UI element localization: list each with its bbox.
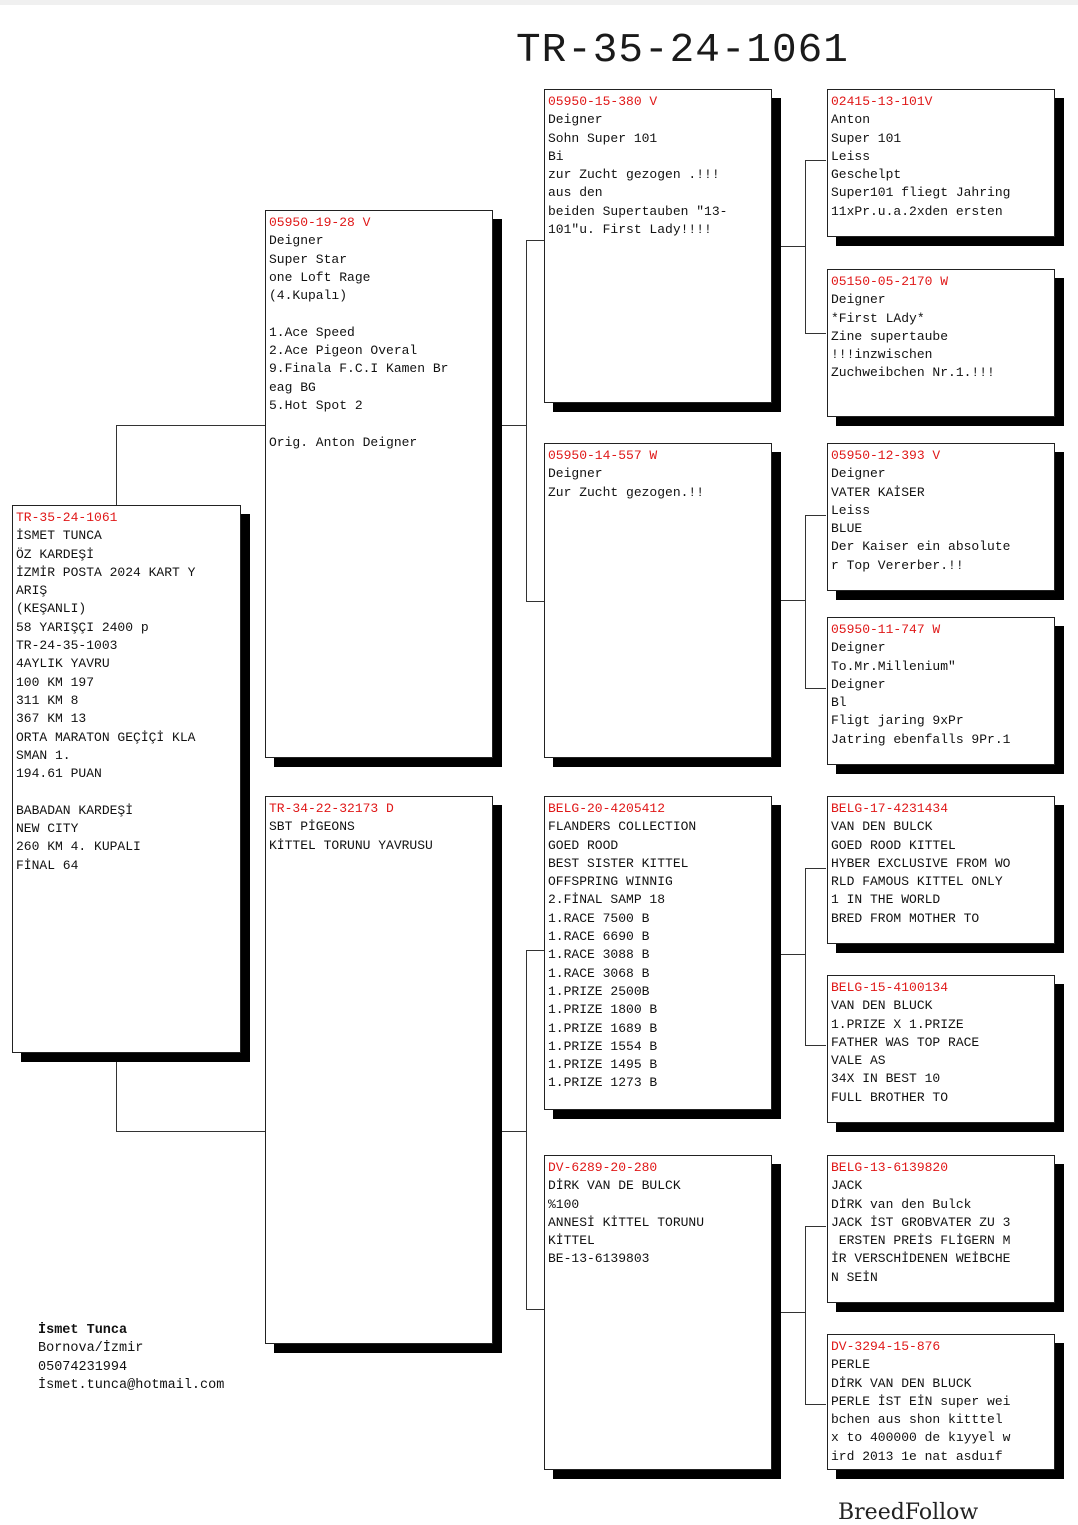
card-line: Leiss xyxy=(831,502,871,518)
card-line: Super Star xyxy=(269,251,348,267)
ring-number: 05950-15-380 V xyxy=(548,94,658,109)
card-line: Geschelpt xyxy=(831,167,902,183)
pigeon-card-sire-sire xyxy=(544,89,772,403)
card-line xyxy=(269,415,489,433)
card-line: %100 xyxy=(548,1196,580,1212)
card-line: Zine supertaube xyxy=(831,328,949,344)
card-line: Jatring ebenfalls 9Pr.1 xyxy=(831,731,1011,747)
card-line: Leiss xyxy=(831,148,871,164)
card-line: VALE AS xyxy=(831,1053,886,1069)
pigeon-card-sdd xyxy=(827,617,1055,765)
card-line: OFFSPRING WINNIG xyxy=(548,874,673,890)
card-line: BLUE xyxy=(831,521,863,537)
connector xyxy=(779,1312,806,1313)
card-line: 1.RACE 7500 B xyxy=(548,910,650,926)
card-line: ird 2013 1e nat asduıf xyxy=(831,1448,1003,1464)
card-line: GOED ROOD KITTEL xyxy=(831,837,956,853)
pigeon-card-sire xyxy=(265,210,493,758)
connector xyxy=(526,1309,544,1310)
connector xyxy=(805,1226,806,1405)
card-line: x to 400000 de kıyyel w xyxy=(831,1430,1011,1446)
connector xyxy=(805,1045,826,1046)
card-line: ÖZ KARDEŞİ xyxy=(16,546,95,562)
card-line: 1.Ace Speed xyxy=(269,324,355,340)
card-line: İR VERSCHİDENEN WEİBCHE xyxy=(831,1251,1011,1267)
card-line: Zuchweibchen Nr.1.!!! xyxy=(831,365,995,381)
card-line: 1.PRIZE 1495 B xyxy=(548,1057,658,1073)
card-line: aus den xyxy=(548,185,603,201)
card-line: *First LAdy* xyxy=(831,310,925,326)
card-line: beiden Supertauben "13- xyxy=(548,203,728,219)
card-line: SBT PİGEONS xyxy=(269,819,355,835)
card-line: JACK İST GROBVATER ZU 3 xyxy=(831,1214,1011,1230)
ring-number: 05950-14-557 W xyxy=(548,448,658,463)
card-line: Deigner xyxy=(831,466,886,482)
pigeon-card-dam-dam xyxy=(544,1155,772,1470)
connector xyxy=(116,425,117,505)
ring-number: 05950-12-393 V xyxy=(831,448,941,463)
card-line: 58 YARIŞÇI 2400 p xyxy=(16,619,149,635)
connector xyxy=(526,240,527,602)
ring-number: BELG-15-4100134 xyxy=(831,980,949,995)
connector xyxy=(500,1131,527,1132)
card-line: NEW CITY xyxy=(16,821,79,837)
card-line: JACK xyxy=(831,1178,863,1194)
card-line: KİTTEL xyxy=(548,1233,595,1249)
pigeon-card-sss xyxy=(827,89,1055,237)
pigeon-card-sds xyxy=(827,443,1055,591)
ring-number: 05150-05-2170 W xyxy=(831,274,949,289)
pigeon-card-dss xyxy=(827,796,1055,944)
card-line: HYBER EXCLUSIVE FROM WO xyxy=(831,855,1011,871)
card-line: N SEİN xyxy=(831,1269,878,1285)
connector xyxy=(116,425,266,426)
card-line: 367 KM 13 xyxy=(16,711,87,727)
card-line: To.Mr.Millenium" xyxy=(831,658,956,674)
card-line: Zur Zucht gezogen.!! xyxy=(548,484,705,500)
card-line: 1.PRIZE 1689 B xyxy=(548,1020,658,1036)
pigeon-card-ssd xyxy=(827,269,1055,417)
card-line: TR-24-35-1003 xyxy=(16,638,118,654)
pigeon-card-dds xyxy=(827,1155,1055,1303)
card-line: (KEŞANLI) xyxy=(16,601,87,617)
card-line: BABADAN KARDEŞİ xyxy=(16,802,134,818)
owner-info xyxy=(38,1322,224,1395)
ring-number: BELG-13-6139820 xyxy=(831,1160,949,1175)
card-line: 1.RACE 3088 B xyxy=(548,947,650,963)
pigeon-card-sire-dam xyxy=(544,443,772,758)
card-line: r Top Vererber.!! xyxy=(831,557,964,573)
card-line: ARIŞ xyxy=(16,583,48,599)
card-line: 1.PRIZE 2500B xyxy=(548,983,650,999)
card-line: Fligt jaring 9xPr xyxy=(831,713,964,729)
card-line: eag BG xyxy=(269,379,316,395)
card-line: 100 KM 197 xyxy=(16,674,95,690)
card-line: DİRK VAN DEN BLUCK xyxy=(831,1375,972,1391)
card-line: Bi xyxy=(548,148,564,164)
connector xyxy=(526,240,544,241)
card-line: FİNAL 64 xyxy=(16,857,79,873)
card-line: GOED ROOD xyxy=(548,837,619,853)
connector xyxy=(805,160,826,161)
card-line: 1.RACE 6690 B xyxy=(548,929,650,945)
card-line: 2.FİNAL SAMP 18 xyxy=(548,892,666,908)
owner-city: Bornova/İzmir xyxy=(38,1341,144,1357)
card-line: Deigner xyxy=(831,292,886,308)
card-line: 1.PRIZE 1800 B xyxy=(548,1002,658,1018)
card-line: BE-13-6139803 xyxy=(548,1251,650,1267)
connector xyxy=(805,160,806,334)
connector xyxy=(779,246,806,247)
card-line xyxy=(269,305,489,323)
card-line: İSMET TUNCA xyxy=(16,528,102,544)
ring-number: 02415-13-101V xyxy=(831,94,933,109)
card-line: FLANDERS COLLECTION xyxy=(548,819,697,835)
card-line: 1.PRIZE 1273 B xyxy=(548,1075,658,1091)
card-line: (4.Kupalı) xyxy=(269,288,348,304)
connector xyxy=(805,868,806,1046)
connector xyxy=(805,1226,826,1227)
card-line: VAN DEN BULCK xyxy=(831,819,933,835)
card-line: İZMİR POSTA 2024 KART Y xyxy=(16,564,196,580)
connector xyxy=(805,1404,826,1405)
card-line: 9.Finala F.C.I Kamen Br xyxy=(269,361,449,377)
card-line: Der Kaiser ein absolute xyxy=(831,539,1011,555)
card-line: BRED FROM MOTHER TO xyxy=(831,910,980,926)
connector xyxy=(805,515,826,516)
ring-number: TR-35-24-1061 xyxy=(16,510,118,525)
card-line: Bl xyxy=(831,695,847,711)
card-line: !!!inzwischen xyxy=(831,347,933,363)
card-line: bchen aus shon kitttel xyxy=(831,1412,1003,1428)
card-line: 194.61 PUAN xyxy=(16,766,102,782)
card-line: FATHER WAS TOP RACE xyxy=(831,1034,980,1050)
connector xyxy=(526,950,544,951)
card-line: Super 101 xyxy=(831,130,902,146)
owner-name: İsmet Tunca xyxy=(38,1323,128,1338)
card-line: 101"u. First Lady!!!! xyxy=(548,222,712,238)
card-line: PERLE xyxy=(831,1357,871,1373)
card-line: Anton xyxy=(831,112,871,128)
card-line: 1.PRIZE X 1.PRIZE xyxy=(831,1016,964,1032)
owner-phone: 05074231994 xyxy=(38,1359,128,1375)
connector xyxy=(805,333,826,334)
owner-email: İsmet.tunca@hotmail.com xyxy=(38,1377,225,1393)
card-line: 1.RACE 3068 B xyxy=(548,965,650,981)
connector xyxy=(779,954,806,955)
ring-number: DV-3294-15-876 xyxy=(831,1339,941,1354)
pigeon-card-subject xyxy=(12,505,241,1053)
card-line: RLD FAMOUS KITTEL ONLY xyxy=(831,874,1003,890)
card-line: Deigner xyxy=(548,112,603,128)
card-line: 1.PRIZE 1554 B xyxy=(548,1038,658,1054)
card-line: Super101 fliegt Jahring xyxy=(831,185,1011,201)
card-line: 260 KM 4. KUPALI xyxy=(16,839,141,855)
card-line: KİTTEL TORUNU YAVRUSU xyxy=(269,837,433,853)
card-line: Deigner xyxy=(548,466,603,482)
card-line xyxy=(16,783,237,801)
card-line: 34X IN BEST 10 xyxy=(831,1071,941,1087)
connector xyxy=(526,950,527,1310)
pigeon-card-dsd xyxy=(827,975,1055,1123)
brand-logo-text: BreedFollow xyxy=(838,1500,979,1525)
card-line: one Loft Rage xyxy=(269,269,371,285)
card-line: Deigner xyxy=(831,676,886,692)
card-line: 1 IN THE WORLD xyxy=(831,892,941,908)
ring-number: BELG-17-4231434 xyxy=(831,801,949,816)
card-line: Orig. Anton Deigner xyxy=(269,434,418,450)
card-line: 2.Ace Pigeon Overal xyxy=(269,343,418,359)
connector xyxy=(526,601,544,602)
card-line: DİRK VAN DE BULCK xyxy=(548,1178,681,1194)
card-line: zur Zucht gezogen .!!! xyxy=(548,167,720,183)
ring-number: 05950-11-747 W xyxy=(831,622,941,637)
card-line: 11xPr.u.a.2xden ersten xyxy=(831,203,1003,219)
card-line: Deigner xyxy=(831,640,886,656)
card-line: Deigner xyxy=(269,233,324,249)
card-line: DİRK van den Bulck xyxy=(831,1196,972,1212)
card-line: 311 KM 8 xyxy=(16,692,79,708)
connector xyxy=(116,1131,266,1132)
card-line: FULL BROTHER TO xyxy=(831,1089,949,1105)
card-line: 4AYLIK YAVRU xyxy=(16,656,110,672)
ring-number: TR-34-22-32173 D xyxy=(269,801,394,816)
connector xyxy=(805,515,806,689)
card-line: SMAN 1. xyxy=(16,747,71,763)
pedigree-title: TR-35-24-1061 xyxy=(516,28,849,74)
card-line: ORTA MARATON GEÇİÇİ KLA xyxy=(16,729,196,745)
card-line: VAN DEN BLUCK xyxy=(831,998,933,1014)
card-line: BEST SISTER KITTEL xyxy=(548,855,689,871)
card-line: VATER KAİSER xyxy=(831,484,925,500)
connector xyxy=(805,868,826,869)
card-line: ANNESİ KİTTEL TORUNU xyxy=(548,1214,705,1230)
connector xyxy=(779,600,806,601)
ring-number: DV-6289-20-280 xyxy=(548,1160,658,1175)
pigeon-card-ddd xyxy=(827,1334,1055,1470)
ring-number: 05950-19-28 V xyxy=(269,215,371,230)
ring-number: BELG-20-4205412 xyxy=(548,801,666,816)
top-bar xyxy=(0,0,1078,5)
connector xyxy=(116,1060,117,1132)
card-line: ERSTEN PREİS FLİGERN M xyxy=(831,1233,1011,1249)
connector xyxy=(500,425,527,426)
connector xyxy=(805,688,826,689)
card-line: 5.Hot Spot 2 xyxy=(269,397,363,413)
card-line: PERLE İST EİN super wei xyxy=(831,1393,1011,1409)
pigeon-card-dam-sire xyxy=(544,796,772,1110)
pigeon-card-dam xyxy=(265,796,493,1344)
card-line: Sohn Super 101 xyxy=(548,130,658,146)
